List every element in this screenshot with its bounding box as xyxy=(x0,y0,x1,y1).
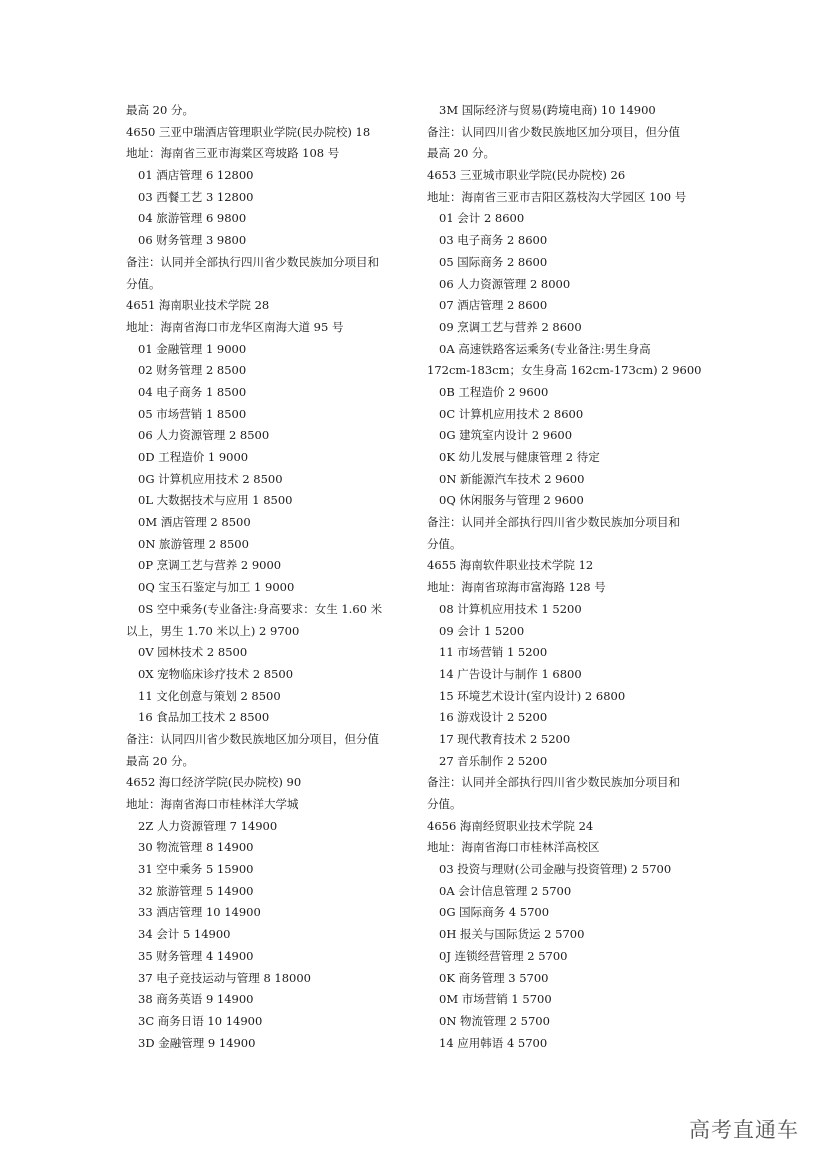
text-line: 以上，男生 1.70 米以上) 2 9700 xyxy=(126,623,300,638)
text-line: 03 电子商务 2 8600 xyxy=(439,233,548,248)
text-line: 0B 工程造价 2 9600 xyxy=(439,384,549,399)
text-line: 32 旅游管理 5 14900 xyxy=(138,883,254,898)
text-line: 地址：海南省海口市桂林洋大学城 xyxy=(126,797,299,811)
text-line: 0N 新能源汽车技术 2 9600 xyxy=(439,471,585,486)
text-line: 07 酒店管理 2 8600 xyxy=(439,298,548,313)
text-line: 0A 会计信息管理 2 5700 xyxy=(439,883,572,898)
text-line: 4650 三亚中瑞酒店管理职业学院(民办院校) 18 xyxy=(126,124,371,139)
text-line: 11 文化创意与策划 2 8500 xyxy=(138,688,281,703)
text-line: 01 金融管理 1 9000 xyxy=(138,341,247,356)
text-line: 02 财务管理 2 8500 xyxy=(138,363,247,378)
text-line: 03 投资与理财(公司金融与投资管理) 2 5700 xyxy=(439,862,672,877)
text-line: 0J 连锁经营管理 2 5700 xyxy=(439,948,568,963)
text-line: 15 环境艺术设计(室内设计) 2 6800 xyxy=(439,688,626,703)
text-line: 4653 三亚城市职业学院(民办院校) 26 xyxy=(427,168,626,183)
text-line: 0N 物流管理 2 5700 xyxy=(439,1013,550,1028)
text-line: 分值。 xyxy=(126,276,161,291)
text-line: 35 财务管理 4 14900 xyxy=(138,948,254,963)
text-line: 2Z 人力资源管理 7 14900 xyxy=(138,818,278,833)
text-line: 01 会计 2 8600 xyxy=(439,211,525,226)
text-line: 0D 工程造价 1 9000 xyxy=(138,450,249,464)
text-line: 3M 国际经济与贸易(跨境电商) 10 14900 xyxy=(439,103,656,117)
text-line: 0V 园林技术 2 8500 xyxy=(138,645,248,660)
text-line: 0C 计算机应用技术 2 8600 xyxy=(439,406,584,421)
text-line: 3C 商务日语 10 14900 xyxy=(138,1013,263,1028)
text-line: 0G 建筑室内设计 2 9600 xyxy=(439,428,573,443)
text-line: 备注：认同四川省少数民族地区加分项目，但分值 xyxy=(427,124,680,139)
text-line: 06 人力资源管理 2 8000 xyxy=(439,276,571,291)
text-line: 地址：海南省海口市龙华区南海大道 95 号 xyxy=(126,319,344,334)
text-line: 分值。 xyxy=(427,536,462,551)
text-line: 备注：认同并全部执行四川省少数民族加分项目和 xyxy=(126,254,379,269)
text-line: 16 游戏设计 2 5200 xyxy=(439,710,548,725)
text-line: 09 烹调工艺与营养 2 8600 xyxy=(439,319,582,334)
text-line: 0X 宠物临床诊疗技术 2 8500 xyxy=(138,666,294,681)
text-line: 0A 高速铁路客运乘务(专业备注:男生身高 xyxy=(439,341,651,356)
text-line: 4656 海南经贸职业技术学院 24 xyxy=(427,818,594,833)
text-line: 0M 市场营销 1 5700 xyxy=(439,992,552,1007)
text-line: 备注：认同并全部执行四川省少数民族加分项目和 xyxy=(427,775,680,790)
text-line: 37 电子竞技运动与管理 8 18000 xyxy=(138,970,311,985)
text-line: 备注：认同并全部执行四川省少数民族加分项目和 xyxy=(427,515,680,530)
text-line: 分值。 xyxy=(427,797,462,811)
text-line: 01 酒店管理 6 12800 xyxy=(138,168,254,183)
text-line: 11 市场营销 1 5200 xyxy=(439,645,548,660)
text-line: 备注：认同四川省少数民族地区加分项目，但分值 xyxy=(126,731,379,746)
text-line: 09 会计 1 5200 xyxy=(439,623,525,638)
text-line: 0Q 休闲服务与管理 2 9600 xyxy=(439,493,584,508)
text-line: 0G 国际商务 4 5700 xyxy=(439,905,550,920)
text-line: 38 商务英语 9 14900 xyxy=(138,992,254,1007)
text-line: 0K 商务管理 3 5700 xyxy=(439,970,549,985)
text-line: 4651 海南职业技术学院 28 xyxy=(126,298,270,313)
text-line: 16 食品加工技术 2 8500 xyxy=(138,710,270,725)
text-line: 地址：海南省海口市桂林洋高校区 xyxy=(427,840,600,855)
text-line: 03 西餐工艺 3 12800 xyxy=(138,189,254,204)
text-line: 08 计算机应用技术 1 5200 xyxy=(439,601,582,616)
text-line: 地址：海南省三亚市海棠区弯坡路 108 号 xyxy=(126,146,340,161)
text-line: 06 财务管理 3 9800 xyxy=(138,233,247,248)
text-line: 17 现代教育技术 2 5200 xyxy=(439,731,571,746)
text-line: 04 旅游管理 6 9800 xyxy=(138,211,247,226)
text-line: 0H 报关与国际货运 2 5700 xyxy=(439,927,585,942)
text-line: 05 国际商务 2 8600 xyxy=(439,254,548,269)
left-column xyxy=(126,100,404,1054)
text-line: 06 人力资源管理 2 8500 xyxy=(138,428,270,443)
text-line: 0N 旅游管理 2 8500 xyxy=(138,536,249,551)
text-line: 0K 幼儿发展与健康管理 2 待定 xyxy=(439,450,600,464)
text-line: 0P 烹调工艺与营养 2 9000 xyxy=(138,558,282,573)
text-line: 最高 20 分。 xyxy=(126,753,194,768)
text-line: 最高 20 分。 xyxy=(126,103,194,117)
text-line: 14 广告设计与制作 1 6800 xyxy=(439,666,582,681)
text-line: 34 会计 5 14900 xyxy=(138,927,231,942)
text-line: 0S 空中乘务(专业备注:身高要求：女生 1.60 米 xyxy=(138,601,383,616)
text-line: 33 酒店管理 10 14900 xyxy=(138,905,261,920)
text-line: 14 应用韩语 4 5700 xyxy=(439,1035,548,1050)
text-line: 最高 20 分。 xyxy=(427,146,495,161)
text-line: 27 音乐制作 2 5200 xyxy=(439,753,548,768)
text-line: 地址：海南省琼海市富海路 128 号 xyxy=(427,580,606,595)
text-line: 05 市场营销 1 8500 xyxy=(138,406,247,421)
text-line: 0G 计算机应用技术 2 8500 xyxy=(138,471,283,486)
text-line: 31 空中乘务 5 15900 xyxy=(138,862,254,877)
text-line: 30 物流管理 8 14900 xyxy=(138,840,254,855)
text-line: 172cm-183cm；女生身高 162cm-173cm) 2 9600 xyxy=(427,363,702,378)
text-line: 4655 海南软件职业技术学院 12 xyxy=(427,558,594,573)
text-line: 0M 酒店管理 2 8500 xyxy=(138,515,251,530)
text-line: 0Q 宝玉石鉴定与加工 1 9000 xyxy=(138,580,295,595)
text-line: 地址：海南省三亚市吉阳区荔枝沟大学园区 100 号 xyxy=(427,189,687,204)
text-line: 04 电子商务 1 8500 xyxy=(138,384,247,399)
watermark-text: 高考直通车 xyxy=(689,1118,799,1142)
text-line: 3D 金融管理 9 14900 xyxy=(138,1035,256,1050)
text-line: 0L 大数据技术与应用 1 8500 xyxy=(138,493,293,508)
text-line: 4652 海口经济学院(民办院校) 90 xyxy=(126,775,302,790)
right-column xyxy=(427,100,707,1054)
